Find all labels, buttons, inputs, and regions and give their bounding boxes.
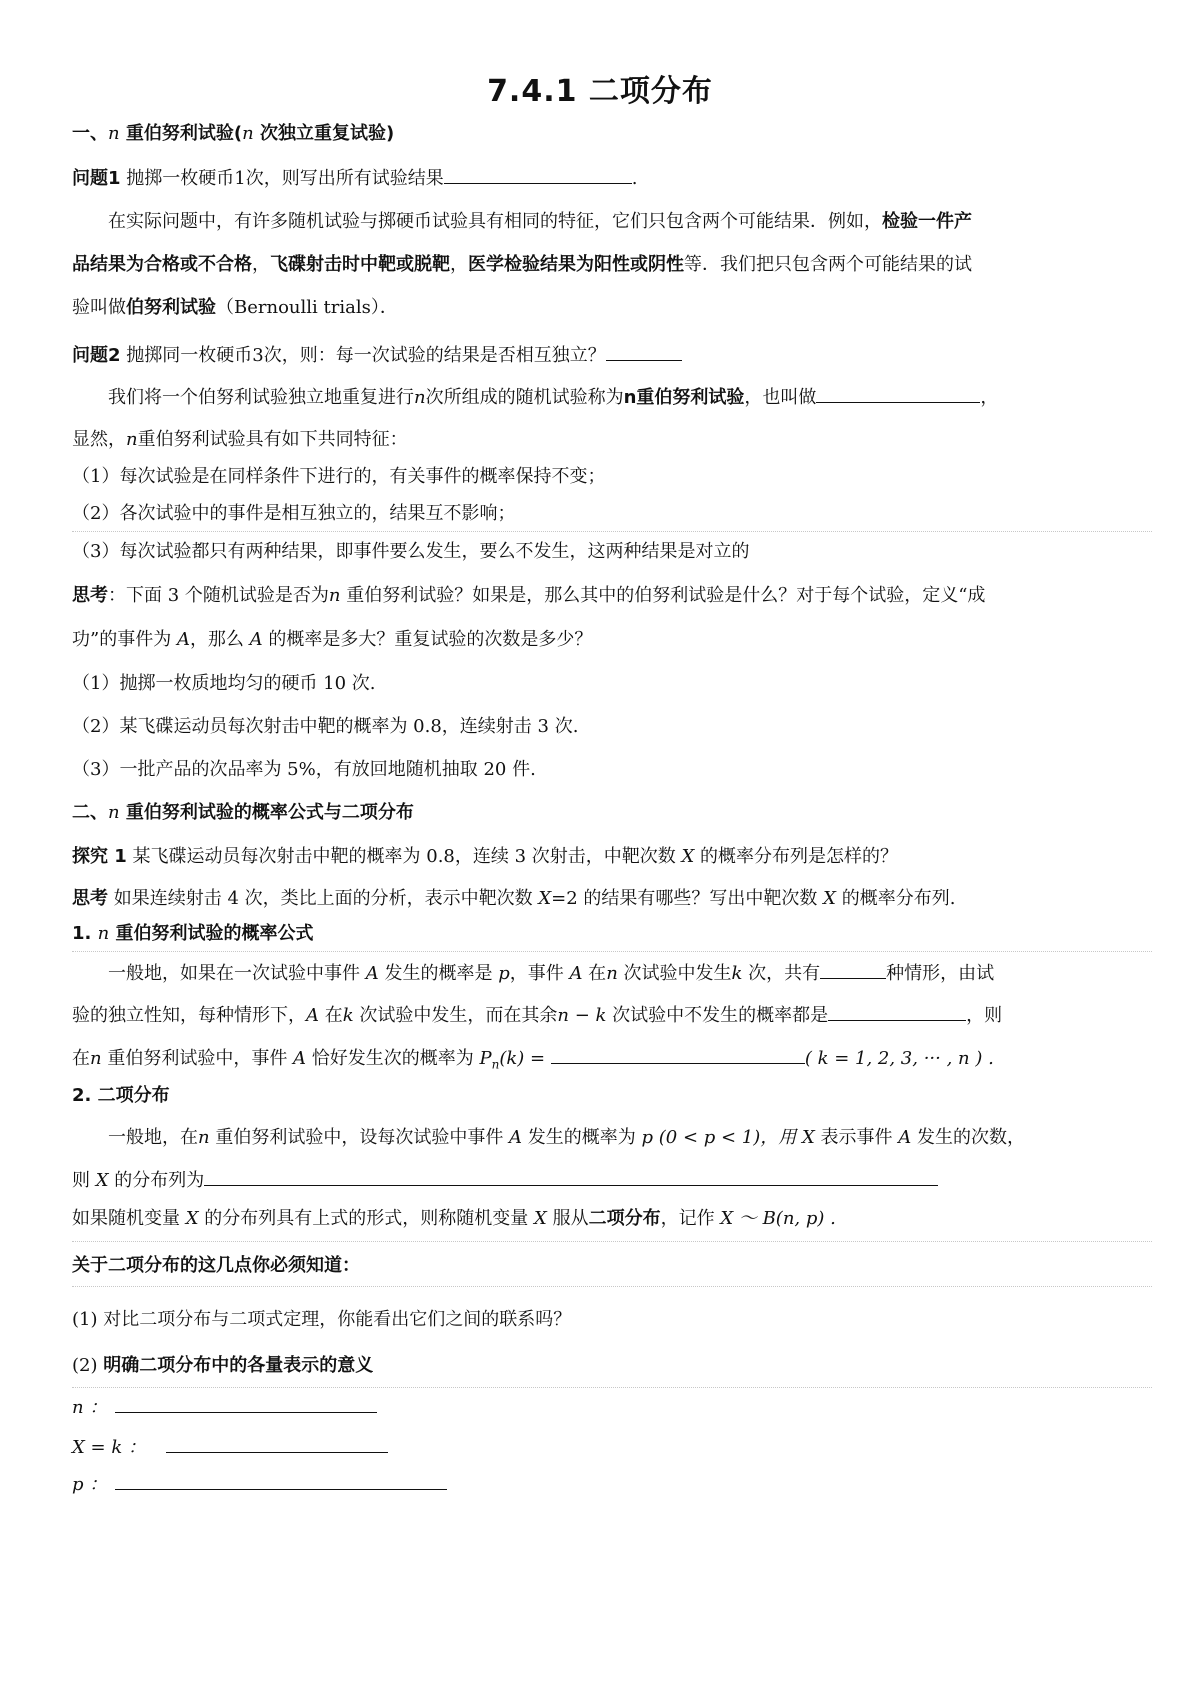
meaning-p-row bbox=[72, 1469, 1152, 1499]
think-2-text: 如果连续射击 4 次，类比上面的分析，表示中靶次数 bbox=[108, 888, 539, 909]
explore-1 bbox=[72, 843, 1152, 871]
think-2-label: 思考 bbox=[72, 888, 108, 909]
binomial-term: 二项分布 bbox=[588, 1208, 661, 1229]
dotted-divider bbox=[72, 951, 1152, 952]
section-2-suffix: 重伯努利试验的概率公式与二项分布 bbox=[119, 802, 414, 823]
paragraph-1-line-1 bbox=[108, 208, 1152, 236]
subsection-1-text: 一般地，如果在一次试验中事件 bbox=[108, 963, 366, 984]
subsection-1-text: 次试验中发生，而在其余 bbox=[353, 1005, 558, 1026]
comma: ， bbox=[980, 387, 999, 408]
meaning-p-label: p ： bbox=[72, 1474, 108, 1495]
page-title: 7.4.1 二项分布 bbox=[487, 74, 713, 109]
binomial-notation: X ～ B(n, p) . bbox=[720, 1208, 836, 1229]
subsection-2-text: 表示事件 bbox=[814, 1127, 899, 1148]
explore-1-label: 探究 1 bbox=[72, 846, 127, 867]
formula-pk: (k) = bbox=[499, 1048, 551, 1069]
formula-p: P bbox=[479, 1048, 492, 1069]
note-1: (1) 对比二项分布与二项式定理，你能看出它们之间的联系吗？ bbox=[72, 1309, 572, 1330]
subsection-1-line-1 bbox=[108, 958, 1152, 988]
bernoulli-term: 伯努利试验 bbox=[126, 297, 216, 318]
subsection-1-text: 发生的概率是 bbox=[378, 963, 499, 984]
subsection-1-text: 种情形，由试 bbox=[886, 963, 995, 984]
paragraph-2-line-1 bbox=[108, 382, 1152, 412]
var-a: A bbox=[365, 963, 379, 984]
question-1-text: 抛掷一枚硬币1次，则写出所有试验结果 bbox=[120, 168, 444, 189]
question-1 bbox=[72, 163, 1152, 193]
think-1-text: 的概率是多大？重复试验的次数是多少？ bbox=[262, 629, 593, 650]
p-range: (0 < p < 1)，用 bbox=[653, 1127, 802, 1148]
var-x: X bbox=[534, 1208, 547, 1229]
think-1-text: ：下面 3 个随机试验是否为 bbox=[108, 585, 329, 606]
bold-example-1-cont: 品结果为合格或不合格 bbox=[72, 254, 252, 275]
subsection-1-text: 在 bbox=[319, 1005, 343, 1026]
question-1-label: 问题1 bbox=[72, 168, 121, 189]
paragraph-2-line-2 bbox=[72, 426, 1152, 454]
var-x: X bbox=[681, 846, 695, 867]
var-a: A bbox=[176, 629, 190, 650]
feature-1: （1）每次试验是在同样条件下进行的，有关事件的概率保持不变； bbox=[72, 466, 606, 487]
var-p: p bbox=[498, 963, 510, 984]
example-3: （3）一批产品的次品率为 5%，有放回地随机抽取 20 件. bbox=[72, 759, 536, 780]
paragraph-2-text: 次所组成的随机试验称为 bbox=[425, 387, 624, 408]
var-p: p bbox=[641, 1127, 654, 1148]
example-1: （1）抛掷一枚质地均匀的硬币 10 次. bbox=[72, 673, 376, 694]
notes-heading: 关于二项分布的这几点你必须知道： bbox=[72, 1255, 360, 1276]
subsection-1-text: 重伯努利试验中，事件 bbox=[101, 1048, 294, 1069]
section-1-suffix: 次独立重复试验) bbox=[253, 123, 395, 144]
dotted-divider bbox=[72, 1387, 1152, 1388]
meaning-p-blank[interactable] bbox=[115, 1469, 447, 1490]
subsection-2-text: 发生的次数， bbox=[911, 1127, 1026, 1148]
meaning-n-row bbox=[72, 1392, 1152, 1422]
var-x: X bbox=[802, 1127, 815, 1148]
question-1-blank[interactable] bbox=[444, 163, 632, 184]
subsection-2-text: 服从 bbox=[546, 1208, 589, 1229]
paragraph-2-text: 我们将一个伯努利试验独立地重复进行 bbox=[108, 387, 414, 408]
var-k: k bbox=[731, 963, 743, 984]
question-2 bbox=[72, 340, 1152, 370]
formula-sub-n: n bbox=[491, 1057, 500, 1072]
think-1-text: 功”的事件为 bbox=[72, 629, 177, 650]
subsection-1-text: 在 bbox=[582, 963, 607, 984]
feature-2: （2）各次试验中的事件是相互独立的，结果互不影响； bbox=[72, 503, 516, 524]
meaning-xk-row bbox=[72, 1432, 1152, 1462]
subsection-2-text: ，记作 bbox=[660, 1208, 721, 1229]
subsection-2-text: 发生的概率为 bbox=[522, 1127, 642, 1148]
bold-example-2: 飞碟射击时中靶或脱靶 bbox=[270, 254, 450, 275]
think-1-line-1 bbox=[72, 582, 1152, 610]
subsection-1-text: 次试验中不发生的概率都是 bbox=[606, 1005, 829, 1026]
subsection-1-heading bbox=[72, 920, 1152, 948]
var-n: n bbox=[90, 1048, 102, 1069]
paragraph-1-text: （Bernoulli trials）． bbox=[216, 297, 398, 318]
section-1-heading bbox=[72, 120, 1152, 148]
subsection-2-text: 的分布列为 bbox=[108, 1170, 205, 1191]
formula-range: ( k = 1, 2, 3, ··· , n ) . bbox=[804, 1048, 994, 1069]
note-2 bbox=[72, 1352, 1152, 1380]
var-a: A bbox=[509, 1127, 523, 1148]
paragraph-1-line-2 bbox=[72, 251, 1152, 279]
distribution-blank[interactable] bbox=[204, 1165, 938, 1186]
var-x: X bbox=[823, 888, 836, 909]
var-n: n bbox=[198, 1127, 210, 1148]
subsection-2-text: 则 bbox=[72, 1170, 96, 1191]
subsection-2-line-2 bbox=[72, 1165, 1152, 1195]
subsection-1-text: 次，共有 bbox=[742, 963, 821, 984]
n-bernoulli-term: n重伯努利试验 bbox=[623, 387, 745, 408]
var-a: A bbox=[569, 963, 583, 984]
subsection-2-line-1 bbox=[108, 1124, 1152, 1152]
var-n: n bbox=[606, 963, 618, 984]
dotted-divider bbox=[72, 531, 1152, 532]
var-n: n bbox=[328, 585, 341, 606]
subsection-2-text: 重伯努利试验中，设每次试验中事件 bbox=[209, 1127, 510, 1148]
feature-3: （3）每次试验都只有两种结果，即事件要么发生，要么不发生，这两种结果是对立的 bbox=[72, 541, 750, 562]
paragraph-1-text: 等．我们把只包含两个可能结果的试 bbox=[684, 254, 972, 275]
alias-blank[interactable] bbox=[816, 382, 980, 403]
subsection-2-heading: 2. 二项分布 bbox=[72, 1085, 170, 1106]
meaning-n-blank[interactable] bbox=[115, 1392, 377, 1413]
bold-example-1: 检验一件产 bbox=[882, 211, 972, 232]
bold-example-3: 医学检验结果为阳性或阴性 bbox=[468, 254, 684, 275]
var-a: A bbox=[293, 1048, 307, 1069]
subsection-1-text: ，事件 bbox=[509, 963, 570, 984]
explore-1-text: 的概率分布列是怎样的？ bbox=[694, 846, 899, 867]
section-1-prefix: 一、 bbox=[72, 123, 108, 144]
subsection-2-text: 的分布列具有上式的形式，则称随机变量 bbox=[198, 1208, 535, 1229]
meaning-n-label: n ： bbox=[72, 1397, 108, 1418]
expr-n-minus-k: n − k bbox=[557, 1005, 607, 1026]
subsection-1-line-3 bbox=[72, 1043, 1152, 1079]
subsection-1-num: 1. bbox=[72, 923, 98, 944]
var-k: k bbox=[342, 1005, 354, 1026]
section-1-n: n bbox=[108, 123, 120, 144]
paragraph-2-text: ，也叫做 bbox=[744, 387, 817, 408]
paragraph-2-text: 重伯努利试验具有如下共同特征： bbox=[137, 429, 408, 450]
case-count-blank[interactable] bbox=[820, 958, 886, 979]
think-1-line-2 bbox=[72, 626, 1152, 654]
note-2-num: (2) bbox=[72, 1355, 104, 1376]
question-2-text: 抛掷同一枚硬币3次，则：每一次试验的结果是否相互独立？ bbox=[120, 345, 606, 366]
section-2-n: n bbox=[108, 802, 120, 823]
subsection-1-text: ，则 bbox=[966, 1005, 1003, 1026]
var-n: n bbox=[97, 923, 110, 944]
think-1-text: 重伯努利试验？如果是，那么其中的伯努利试验是什么？对于每个试验，定义“成 bbox=[340, 585, 986, 606]
var-x: X bbox=[95, 1170, 109, 1191]
subsection-2-line-3 bbox=[72, 1205, 1152, 1233]
paragraph-1-line-3 bbox=[72, 294, 1152, 322]
subsection-2-text: 如果随机变量 bbox=[72, 1208, 186, 1229]
section-1-n2: n bbox=[242, 123, 254, 144]
var-x: X bbox=[538, 888, 552, 909]
formula-blank[interactable] bbox=[551, 1043, 805, 1064]
var-n: n bbox=[414, 387, 426, 408]
paragraph-1-text: 验叫做 bbox=[72, 297, 126, 318]
example-2: （2）某飞碟运动员每次射击中靶的概率为 0.8，连续射击 3 次. bbox=[72, 716, 579, 737]
subsection-1-text: 恰好发生次的概率为 bbox=[306, 1048, 480, 1069]
subsection-1-title: 重伯努利试验的概率公式 bbox=[109, 923, 314, 944]
var-a: A bbox=[306, 1005, 319, 1026]
meaning-xk-blank[interactable] bbox=[166, 1432, 388, 1453]
section-2-prefix: 二、 bbox=[72, 802, 108, 823]
think-2-text: 的概率分布列. bbox=[835, 888, 956, 909]
subsection-2-text: 一般地，在 bbox=[108, 1127, 198, 1148]
var-a: A bbox=[898, 1127, 912, 1148]
var-a: A bbox=[249, 629, 263, 650]
var-n: n bbox=[126, 429, 138, 450]
question-1-end: . bbox=[631, 168, 638, 189]
question-2-label: 问题2 bbox=[72, 345, 121, 366]
meaning-xk-label: X = k ： bbox=[72, 1437, 146, 1458]
comma: ， bbox=[252, 254, 270, 275]
question-2-blank[interactable] bbox=[606, 340, 682, 361]
probability-blank[interactable] bbox=[828, 1000, 966, 1021]
subsection-1-text: 验的独立性知，每种情形下， bbox=[72, 1005, 306, 1026]
section-1-mid: 重伯努利试验( bbox=[119, 123, 243, 144]
paragraph-2-text: 显然， bbox=[72, 429, 126, 450]
subsection-1-text: 次试验中发生 bbox=[617, 963, 732, 984]
var-x: X bbox=[185, 1208, 199, 1229]
subsection-1-text: 在 bbox=[72, 1048, 90, 1069]
subsection-1-line-2 bbox=[72, 1000, 1152, 1030]
think-2 bbox=[72, 885, 1152, 913]
note-2-text: 明确二项分布中的各量表示的意义 bbox=[103, 1355, 374, 1376]
dotted-divider bbox=[72, 1286, 1152, 1287]
comma: ， bbox=[450, 254, 468, 275]
paragraph-1-text: 在实际问题中，有许多随机试验与掷硬币试验具有相同的特征，它们只包含两个可能结果．例如， bbox=[108, 211, 882, 232]
section-2-heading bbox=[72, 799, 1152, 827]
dotted-divider bbox=[72, 1241, 1152, 1242]
think-2-text: =2 的结果有哪些？写出中靶次数 bbox=[551, 888, 824, 909]
think-1-text: ，那么 bbox=[189, 629, 250, 650]
think-1-label: 思考 bbox=[72, 585, 108, 606]
explore-1-text: 某飞碟运动员每次射击中靶的概率为 0.8，连续 3 次射击，中靶次数 bbox=[126, 846, 682, 867]
